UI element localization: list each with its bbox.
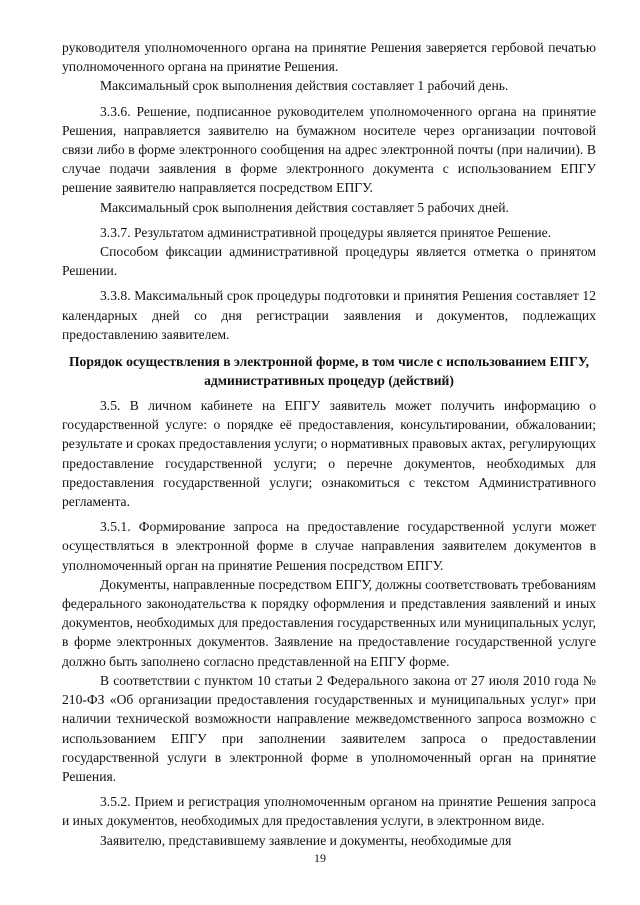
paragraph-documents-requirements: Документы, направленные посредством ЕПГУ, должны соответствовать требованиям федерального законодательства к порядку оформления и представления заявлений и иных документов, необходимых для предоставления государственных или муниципальных услуг, в форме электронных документов. Заявление на предоставление государственной услуге должно быть заполнено согласно представленной на ЕПГУ форме. [62, 576, 596, 669]
paragraph-max-term-1-day: Максимальный срок выполнения действия составляет 1 рабочий день. [100, 78, 509, 94]
document-page [62, 38, 596, 850]
paragraph-3-3-7: 3.3.7. Результатом административной процедуры является принятое Решение. [100, 224, 552, 240]
paragraph-3-5-2: 3.5.2. Прием и регистрация уполномоченным органом на принятие Решения запроса и иных документов, необходимых для предоставления услуги, в электронном виде. [62, 794, 596, 829]
section-heading: Порядок осуществления в электронной форме, в том числе с использованием ЕПГУ, административных процедур (действий) [68, 354, 590, 389]
paragraph-federal-law: В соответствии с пунктом 10 статьи 2 Федерального закона от 27 июля 2010 года № 210-ФЗ «Об организации предоставления государственных и муниципальных услуг» при наличии технической возможности направление межведомственного запроса возможно с использованием ЕПГУ при заполнении заявителем запроса о предоставлении государственной услуги в электронной форме в уполномоченный орган на принятие Решения. [62, 672, 596, 784]
page-number: 19 [314, 851, 326, 865]
paragraph-continuation: руководителя уполномоченного органа на принятие Решения заверяется гербовой печатью уполномоченного органа на принятие Решения. [62, 40, 596, 75]
paragraph-3-3-8: 3.3.8. Максимальный срок процедуры подготовки и принятия Решения составляет 12 календарных дней со дня регистрации заявления и документов, подлежащих предоставлению заявителем. [62, 288, 596, 342]
paragraph-fixation-method: Способом фиксации административной процедуры является отметка о принятом Решении. [62, 244, 596, 279]
paragraph-max-term-5-days: Максимальный срок выполнения действия составляет 5 рабочих дней. [100, 199, 509, 215]
paragraph-3-5: 3.5. В личном кабинете на ЕПГУ заявитель может получить информацию о государственной услуге: о порядке её предоставления, консультировании, обжаловании; результате и сроках предоставления услуги; о нормативных правовых актах, регулирующих предоставление государственной услуги; о перечне документов, необходимых для предоставления государственной услуги; ознакомиться с текстом Административного регламента. [62, 398, 596, 510]
paragraph-3-3-6: 3.3.6. Решение, подписанное руководителем уполномоченного органа на принятие Решения, направляется заявителю на бумажном носителе через организации почтовой связи либо в форме электронного сообщения на адрес электронной почты (при наличии). В случае подачи заявления в форме электронного документа с использованием ЕПГУ решение заявителю направляется посредством ЕПГУ. [62, 103, 596, 196]
paragraph-applicant-continuation: Заявителю, представившему заявление и документы, необходимые для [100, 832, 512, 848]
paragraph-3-5-1: 3.5.1. Формирование запроса на предоставление государственной услуги может осуществляться в электронной форме в случае направления заявителем документов в уполномоченный орган на принятие Решения посредством ЕПГУ. [62, 519, 596, 573]
